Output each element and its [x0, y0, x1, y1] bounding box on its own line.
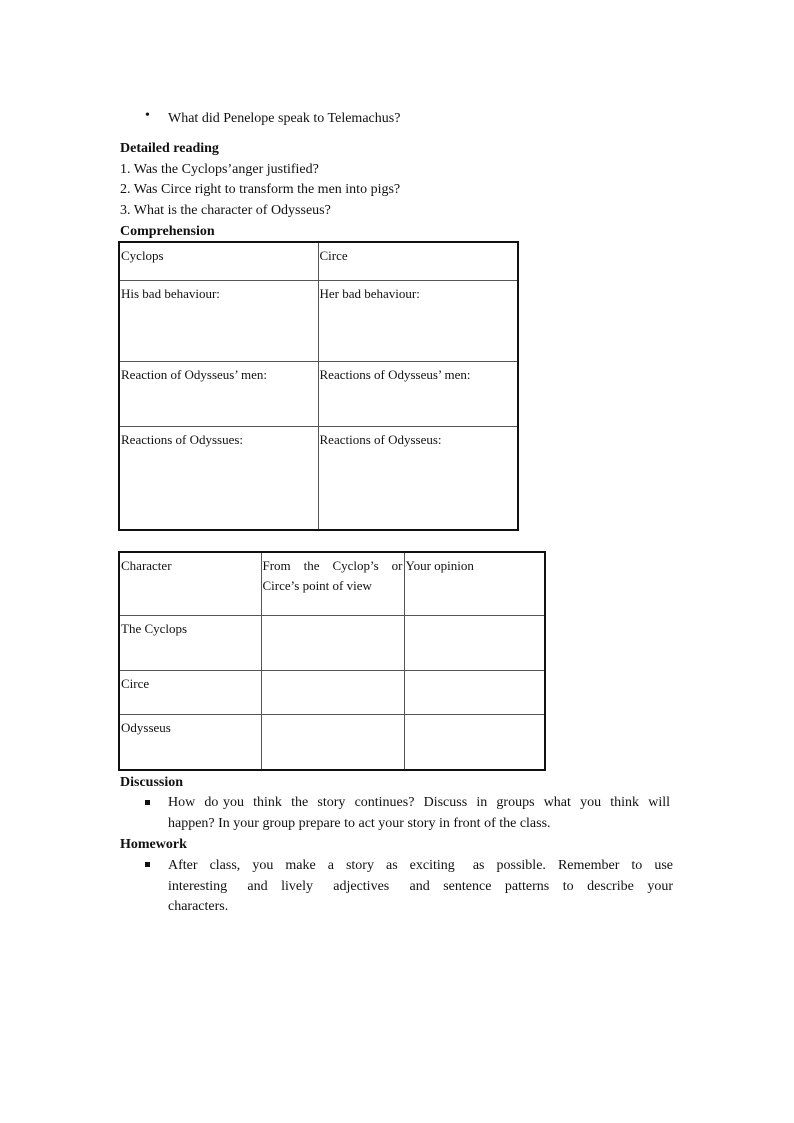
discussion-heading: Discussion — [120, 775, 184, 790]
table-header-your-opinion: Your opinion — [404, 552, 545, 615]
table-cell-empty — [261, 615, 404, 670]
detailed-reading-heading: Detailed reading — [120, 141, 219, 156]
discussion-line-1: How do you think the story continues? Discuss in groups what you think will — [168, 795, 670, 810]
bullet-dot: • — [145, 108, 150, 123]
table-cell-his-bad-behaviour: His bad behaviour: — [119, 280, 318, 361]
comprehension-heading: Comprehension — [120, 224, 215, 239]
question-penelope: What did Penelope speak to Telemachus? — [168, 111, 401, 126]
comprehension-table — [118, 241, 519, 531]
table-row-the-cyclops: The Cyclops — [119, 615, 261, 670]
homework-line-3: characters. — [168, 899, 229, 914]
table-cell-empty — [261, 670, 404, 714]
table-cell-cyclops: Cyclops — [119, 242, 318, 280]
table-cell-empty — [261, 714, 404, 770]
reading-question-2: 2. Was Circe right to transform the men into pigs? — [120, 182, 401, 197]
homework-heading: Homework — [120, 837, 187, 852]
bullet-square — [145, 800, 150, 805]
homework-line-2: interesting and lively adjectives and sentence patterns to describe your — [168, 879, 673, 894]
reading-question-1: 1. Was the Cyclops’anger justified? — [120, 162, 319, 177]
table-cell-her-bad-behaviour: Her bad behaviour: — [318, 280, 518, 361]
table-cell-reaction-men-cyclops: Reaction of Odysseus’ men: — [119, 361, 318, 426]
discussion-line-2: happen? In your group prepare to act your story in front of the class. — [168, 816, 551, 831]
table-header-point-of-view — [261, 552, 404, 615]
table-row-circe: Circe — [119, 670, 261, 714]
table-row-odysseus: Odysseus — [119, 714, 261, 770]
table-cell-circe: Circe — [318, 242, 518, 280]
point-of-view-line1: From the Cyclop’s or — [262, 558, 403, 573]
reading-question-3: 3. What is the character of Odysseus? — [120, 203, 331, 218]
table-cell-reaction-odysseus-circe: Reactions of Odysseus: — [318, 426, 518, 530]
bullet-square — [145, 862, 150, 867]
table-header-character: Character — [119, 552, 261, 615]
table-cell-reaction-odysseus-cyclops: Reactions of Odyssues: — [119, 426, 318, 530]
table-cell-empty — [404, 615, 545, 670]
character-opinion-table — [118, 551, 546, 771]
table-cell-empty — [404, 670, 545, 714]
table-cell-reaction-men-circe: Reactions of Odysseus’ men: — [318, 361, 518, 426]
point-of-view-line2: Circe’s point of view — [262, 578, 372, 593]
table-cell-empty — [404, 714, 545, 770]
homework-line-1: After class, you make a story as exciting as possible. Remember to use — [168, 858, 673, 873]
